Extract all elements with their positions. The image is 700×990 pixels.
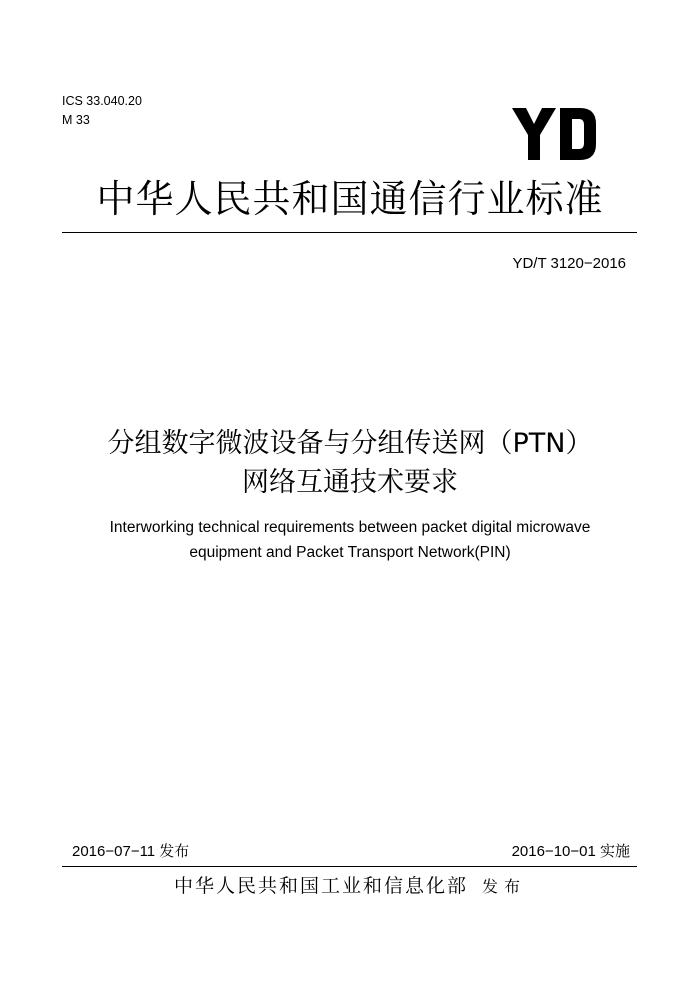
yd-logo-letter-y <box>512 108 556 160</box>
english-title-line-1: Interworking technical requirements between packet digital microwave <box>109 519 591 536</box>
classification-code: M 33 <box>62 113 90 127</box>
issuer-line <box>0 874 700 899</box>
english-title-line-2: equipment and Packet Transport Network(PIN) <box>189 544 511 561</box>
ics-code: ICS 33.040.20 <box>62 94 142 108</box>
header-divider <box>62 232 637 233</box>
standard-category-title: 中华人民共和国通信行业标准 <box>96 177 604 221</box>
footer-divider <box>62 866 637 867</box>
yd-logo <box>512 108 596 160</box>
chinese-title-line-2: 网络互通技术要求 <box>242 467 458 498</box>
issuer-name: 中华人民共和国工业和信息化部 <box>173 875 468 897</box>
yd-logo-letter-d <box>560 108 596 160</box>
issuer-action: 发布 <box>482 877 527 896</box>
implementation-date: 2016−10−01 实施 <box>511 843 630 860</box>
standard-code: YD/T 3120−2016 <box>512 255 626 272</box>
issue-date: 2016−07−11 发布 <box>72 843 190 860</box>
chinese-title-line-1: 分组数字微波设备与分组传送网（PTN） <box>107 428 593 459</box>
